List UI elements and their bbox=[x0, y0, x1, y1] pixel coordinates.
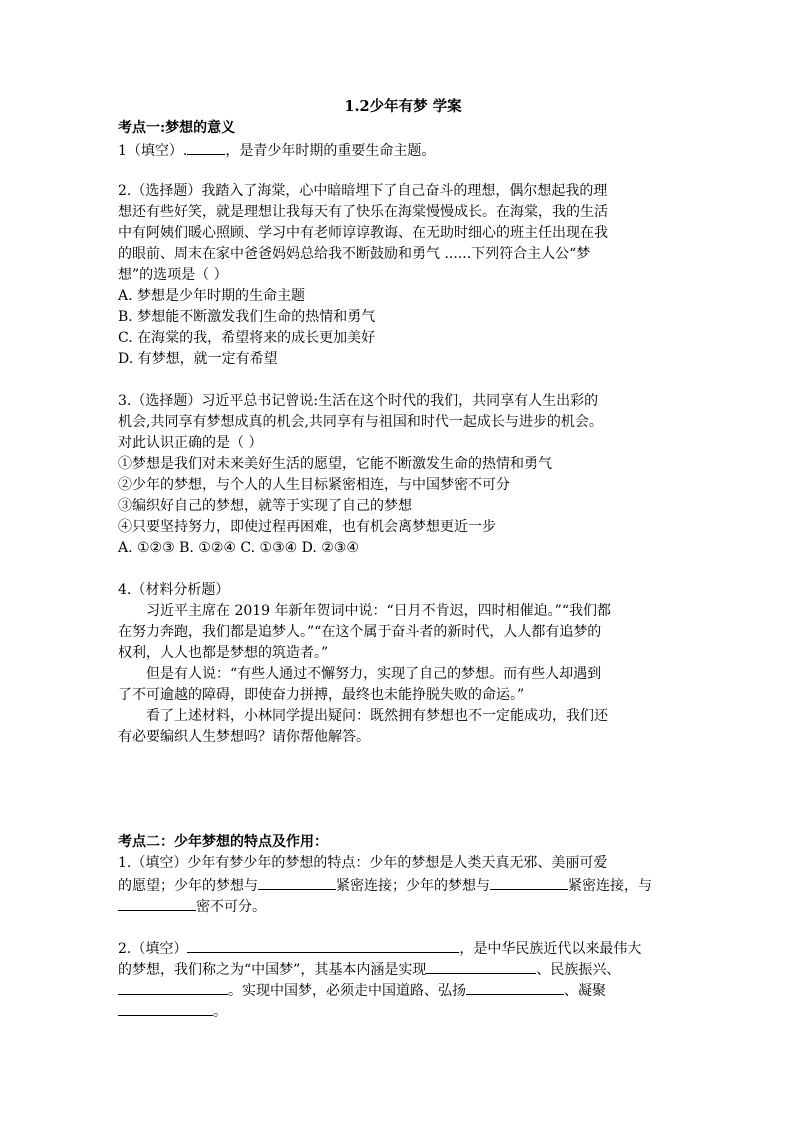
s1-q2-option-a: A. 梦想是少年时期的生命主题 bbox=[118, 288, 306, 304]
s1-q2-line: 2.（选择题）我踏入了海棠，心中暗暗埋下了自己奋斗的理想，偶尔想起我的理 bbox=[118, 183, 608, 199]
s1-q4-line: 权利，人人也都是梦想的筑造者。” bbox=[118, 645, 329, 661]
s2-q2-line bbox=[118, 1000, 678, 1021]
s1-q4-line: 了不可逾越的障碍，即使奋力拼搏，最终也未能挣脱失败的命运。” bbox=[118, 687, 525, 703]
s2-q2-text: 。 bbox=[213, 1004, 227, 1020]
s2-q2-text: 。实现中国梦，必须走中国道路、弘扬 bbox=[228, 983, 466, 999]
spacer bbox=[118, 559, 678, 580]
s2-q2-blank[interactable] bbox=[118, 1000, 213, 1016]
s2-q1-text: 紧密连接；少年的梦想与 bbox=[336, 878, 490, 894]
s1-q4-line: 在努力奔跑，我们都是追梦人。”“在这个属于奋斗者的新时代，人人都有追梦的 bbox=[118, 624, 602, 640]
s2-q2 bbox=[118, 937, 678, 1021]
s1-q2-option-b: B. 梦想能不断激发我们生命的热情和勇气 bbox=[118, 309, 376, 325]
s1-q3-statement: ④只要坚持努力，即使过程再困难，也有机会离梦想更近一步 bbox=[118, 519, 496, 535]
s2-q2-blank[interactable] bbox=[187, 937, 459, 953]
s1-q4 bbox=[118, 580, 678, 748]
s2-q1-line bbox=[118, 895, 678, 916]
s2-q1-line bbox=[118, 874, 678, 895]
spacer bbox=[118, 370, 678, 391]
s1-q4-line: 习近平主席在 2019 年新年贺词中说：“日月不肯迟，四时相催迫。”“我们都 bbox=[146, 603, 611, 619]
s1-q4-line: 看了上述材料，小林同学提出疑问：既然拥有梦想也不一定能成功，我们还 bbox=[146, 708, 608, 724]
s1-q3-statement: ①梦想是我们对未来美好生活的愿望，它能不断激发生命的热情和勇气 bbox=[118, 456, 552, 472]
s2-q2-text: 的梦想，我们称之为“中国梦”，其基本内涵是实现 bbox=[118, 962, 427, 978]
s1-q3-statement: ②少年的梦想，与个人的人生目标紧密相连，与中国梦密不可分 bbox=[118, 477, 510, 493]
s1-q3-statement: ③编织好自己的梦想，就等于实现了自己的梦想 bbox=[118, 498, 412, 514]
spacer bbox=[118, 916, 678, 937]
s1-q4-line: 有必要编织人生梦想吗？请你帮他解答。 bbox=[118, 729, 370, 745]
section2-heading: 考点二：少年梦想的特点及作用： bbox=[118, 834, 328, 850]
s1-q3-line: 对此认识正确的是（ ） bbox=[118, 435, 263, 451]
s1-q2-option-c: C. 在海棠的我，希望将来的成长更加美好 bbox=[118, 330, 376, 346]
document-title: 1.2少年有梦 学案 bbox=[344, 98, 462, 115]
s1-q2 bbox=[118, 181, 678, 370]
s2-q1 bbox=[118, 853, 678, 916]
s2-q2-text: 、凝聚 bbox=[564, 983, 606, 999]
s1-q1-suffix: ，是青少年时期的重要生命主题。 bbox=[225, 143, 436, 159]
spacer bbox=[118, 160, 678, 181]
s2-q1-text: 紧密连接，与 bbox=[568, 878, 652, 894]
s1-q2-line: 中有阿姨们暖心照顾、学习中有老师谆谆教诲、在无助时细心的班主任出现在我 bbox=[118, 225, 608, 241]
s2-q2-text: 2.（填空） bbox=[118, 941, 188, 957]
s2-q2-blank[interactable] bbox=[466, 979, 564, 995]
s2-q2-line bbox=[118, 979, 678, 1000]
s1-q2-option-d: D. 有梦想，就一定有希望 bbox=[118, 351, 278, 367]
s2-q2-blank[interactable] bbox=[118, 979, 228, 995]
s1-q1-prefix: 1（填空）. bbox=[118, 143, 188, 159]
s1-q2-line: 的眼前、周末在家中爸爸妈妈总给我不断鼓励和勇气 ......下列符合主人公“梦 bbox=[118, 246, 591, 262]
s2-q2-line bbox=[118, 937, 678, 958]
s1-q3-options: A. ①②③ B. ①②④ C. ①③④ D. ②③④ bbox=[118, 540, 359, 556]
s2-q1-blank[interactable] bbox=[258, 874, 336, 890]
s2-q1-line: 1.（填空）少年有梦少年的梦想的特点：少年的梦想是人类天真无邪、美丽可爱 bbox=[118, 855, 608, 871]
s2-q2-text: ，是中华民族近代以来最伟大 bbox=[459, 941, 642, 957]
s2-q1-text: 密不可分。 bbox=[196, 899, 266, 915]
document-page bbox=[118, 96, 678, 1021]
s2-q1-blank[interactable] bbox=[490, 874, 568, 890]
s1-q2-line: 想还有些好笑，就是理想让我每天有了快乐在海棠慢慢成长。在海棠，我的生活 bbox=[118, 204, 608, 220]
s2-q1-text: 的愿望；少年的梦想与 bbox=[118, 878, 258, 894]
s1-q1 bbox=[118, 139, 678, 160]
answer-space[interactable] bbox=[118, 748, 678, 832]
s1-q4-line: 但是有人说：“有些人通过不懈努力，实现了自己的梦想。而有些人却遇到 bbox=[146, 666, 602, 682]
s1-q2-line: 想”的选项是（ ） bbox=[118, 267, 228, 283]
section1-heading: 考点一:梦想的意义 bbox=[118, 120, 236, 136]
s1-q4-label: 4.（材料分析题） bbox=[118, 582, 230, 598]
s2-q1-blank[interactable] bbox=[118, 895, 196, 911]
s1-q1-blank[interactable] bbox=[187, 139, 225, 155]
s1-q3-line: 3.（选择题）习近平总书记曾说:生活在这个时代的我们，共同享有人生出彩的 bbox=[118, 393, 599, 409]
s1-q3-line: 机会,共同享有梦想成真的机会,共同享有与祖国和时代一起成长与进步的机会。 bbox=[118, 414, 603, 430]
s2-q2-line bbox=[118, 958, 678, 979]
s2-q2-blank[interactable] bbox=[426, 958, 536, 974]
s2-q2-text: 、民族振兴、 bbox=[536, 962, 621, 978]
s1-q3 bbox=[118, 391, 678, 559]
